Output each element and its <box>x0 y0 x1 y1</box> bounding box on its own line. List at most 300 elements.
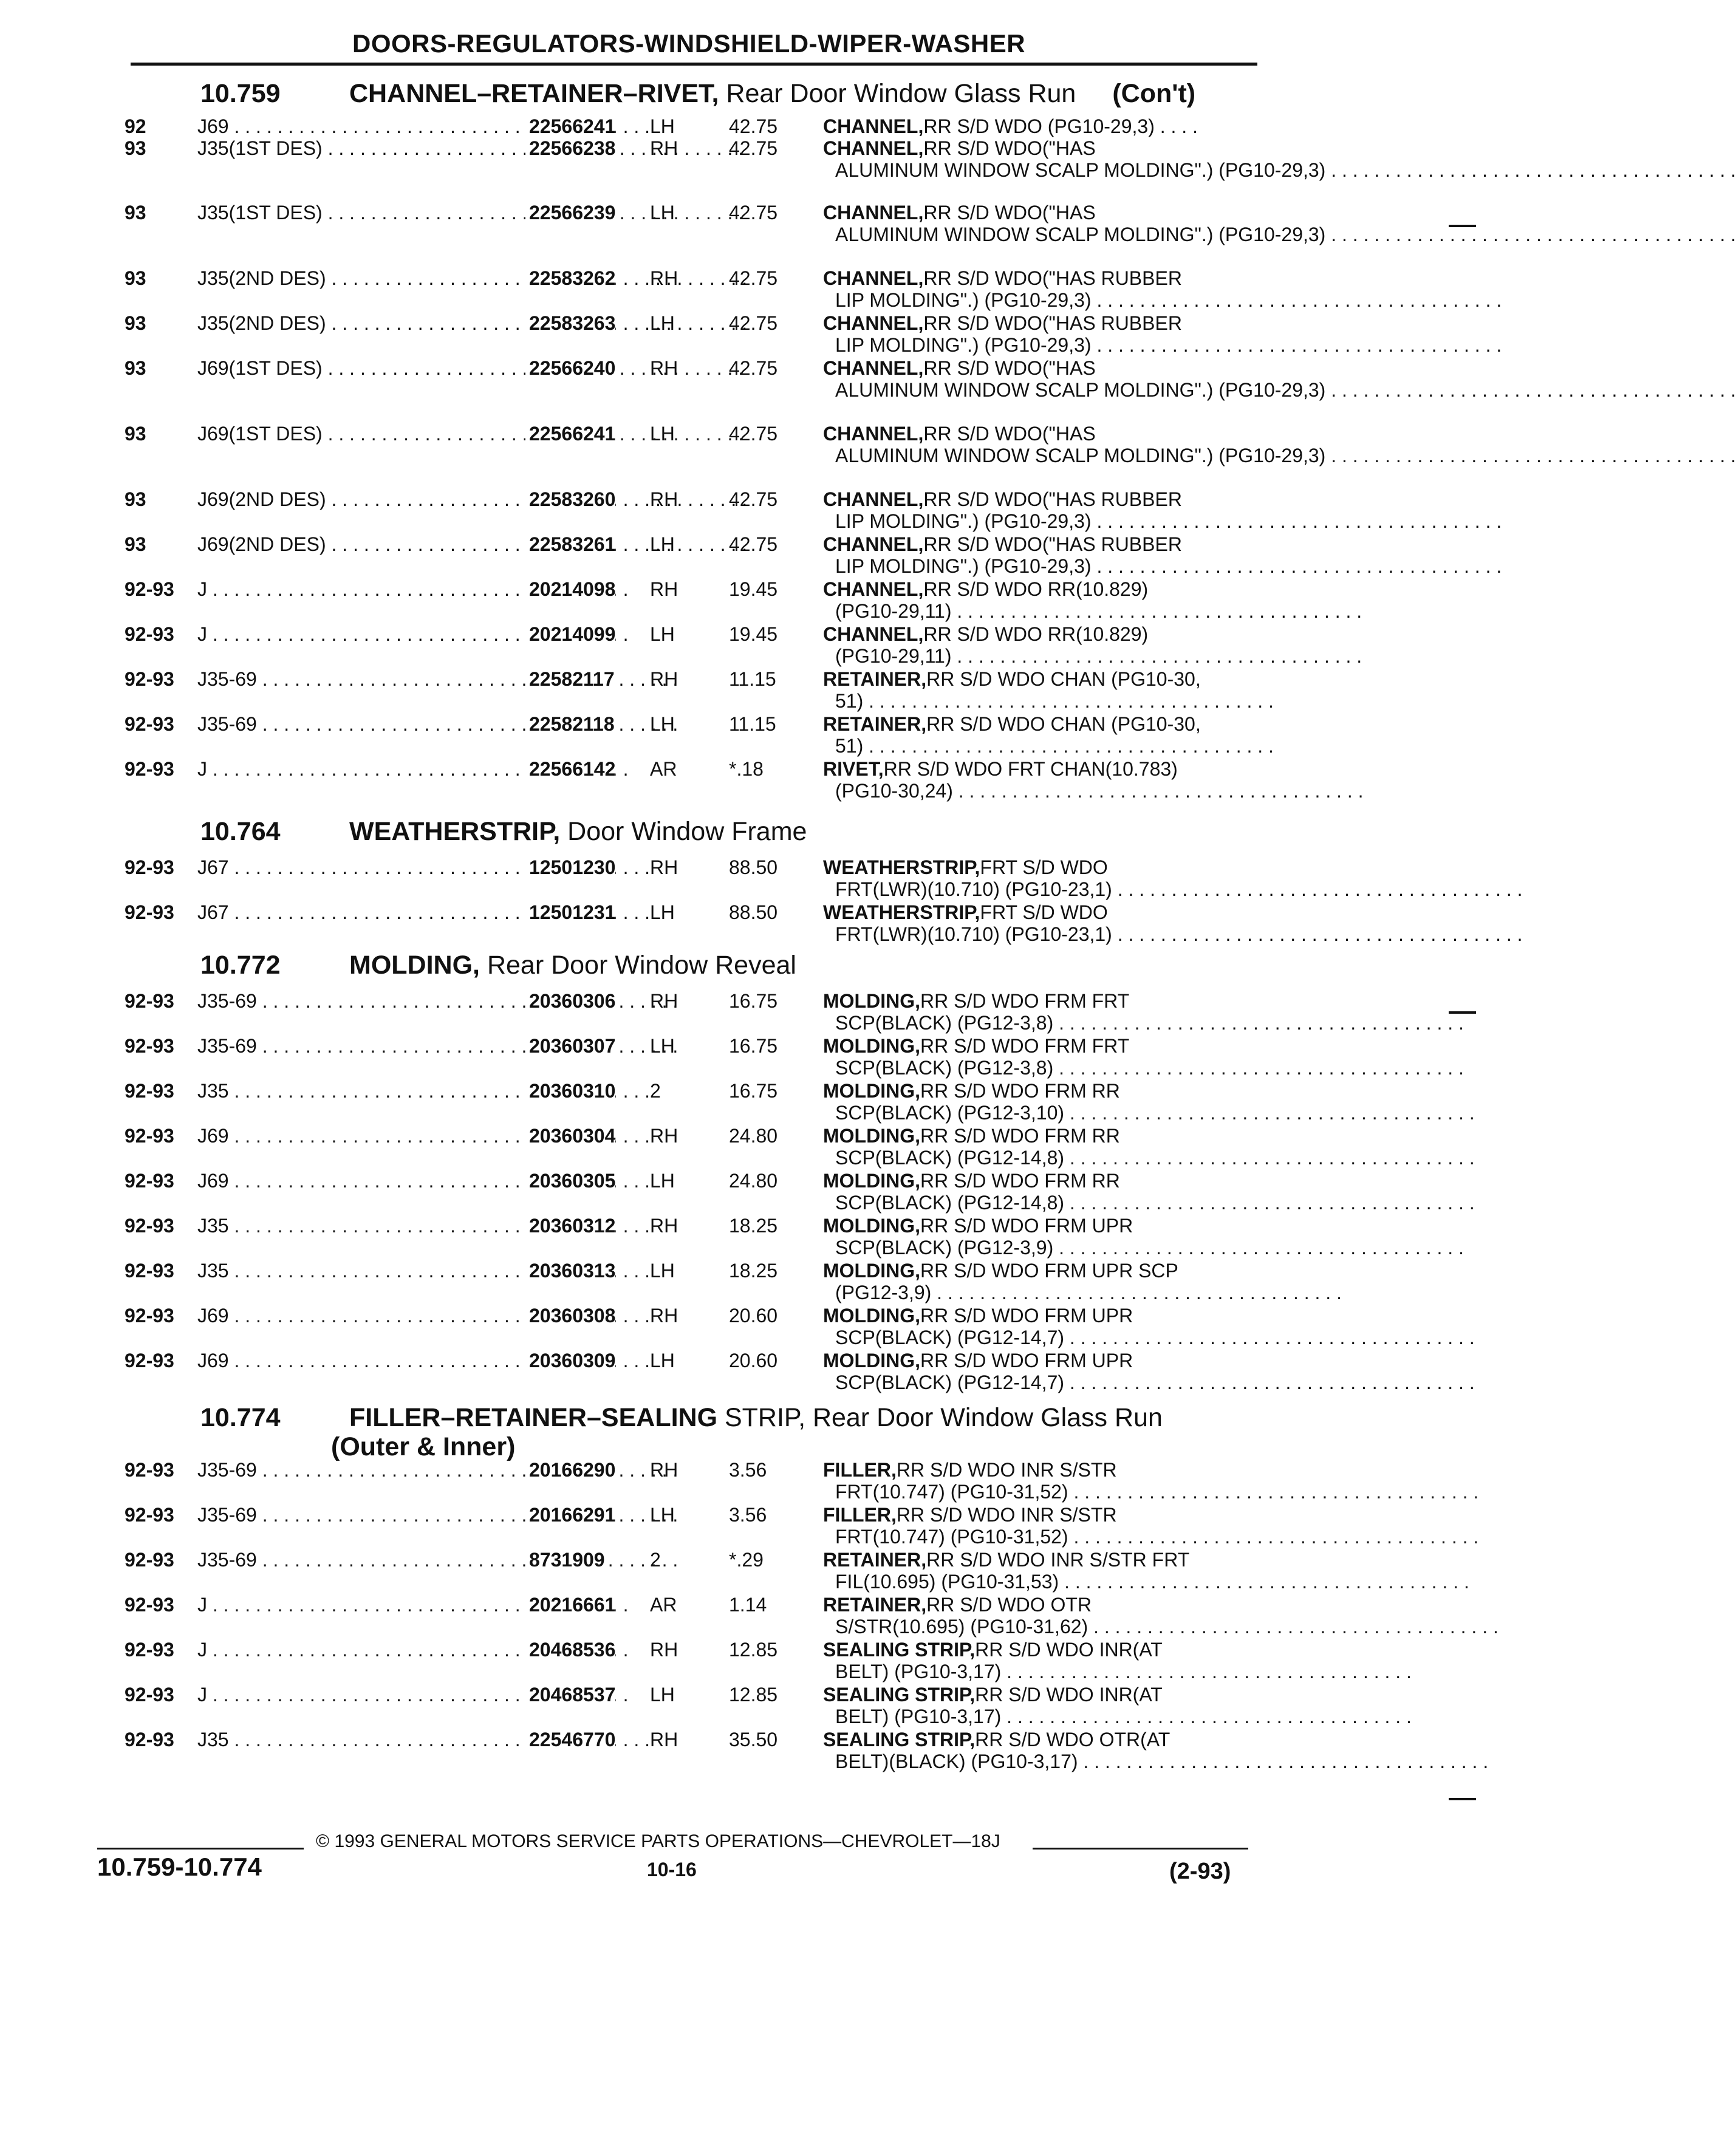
part-row <box>0 1035 1536 1078</box>
model-year: 92-93 <box>125 1639 174 1661</box>
quantity: LH <box>650 423 675 445</box>
part-number: 20360310 <box>525 1080 615 1102</box>
description-name: SEALING STRIP, <box>823 1729 976 1750</box>
description-name: CHANNEL, <box>823 267 924 289</box>
description-line2: FRT(LWR)(10.710) (PG10-23,1) . . . <box>835 878 1254 900</box>
description-name: SEALING STRIP, <box>823 1639 976 1661</box>
description-line1 <box>823 758 1178 780</box>
description-name: RIVET, <box>823 758 884 780</box>
part-row <box>0 312 1536 355</box>
description-name: RETAINER, <box>823 668 927 690</box>
description-detail: RR S/D WDO("HAS <box>923 357 1096 379</box>
price: 35.50 <box>729 1729 778 1750</box>
part-number: 22566240 <box>525 357 615 379</box>
price: 16.75 <box>729 1080 778 1102</box>
description-line2: SCP(BLACK) (PG12-14,7) . . . <box>835 1327 1254 1348</box>
description-name: RETAINER, <box>823 1549 927 1571</box>
model-code: J35-69 . . . <box>197 713 522 735</box>
description-detail: RR S/D WDO("HAS <box>923 202 1096 224</box>
description-detail: RR S/D WDO CHAN (PG10-30, <box>926 668 1201 690</box>
model-code: J35-69 . . . <box>197 1549 522 1571</box>
part-number: 20360308 <box>525 1305 615 1327</box>
part-number: 22582117 <box>525 668 615 690</box>
description-name: MOLDING, <box>823 990 920 1012</box>
quantity: LH <box>650 312 675 334</box>
part-row <box>0 357 1536 400</box>
price: 3.56 <box>729 1459 767 1481</box>
description-line2: (PG10-30,24) . . . <box>835 780 1254 802</box>
part-number: 22566241 <box>525 115 615 137</box>
section-title-rest: Rear Door Window Reveal <box>487 951 796 980</box>
model-code: J69 . . . <box>197 1350 522 1371</box>
model-code: J . . . <box>197 623 522 645</box>
model-year: 93 <box>125 202 146 224</box>
quantity: RH <box>650 137 678 159</box>
model-year: 92 <box>125 115 146 137</box>
quantity: LH <box>650 901 675 923</box>
model-code: J69(1ST DES) . . . <box>197 423 522 445</box>
model-code: J69 . . . <box>197 1125 522 1147</box>
description-line1 <box>823 115 1198 137</box>
part-row <box>0 1125 1536 1167</box>
description-line2: SCP(BLACK) (PG12-14,7) . . . <box>835 1371 1254 1393</box>
part-number: 20360306 <box>525 990 615 1012</box>
model-code: J69(2ND DES) . . . <box>197 488 522 510</box>
part-row <box>0 423 1536 465</box>
description-line1 <box>823 1729 1170 1750</box>
section-title-line2: (Outer & Inner) <box>331 1432 516 1461</box>
description-name: CHANNEL, <box>823 357 924 379</box>
description-line1 <box>823 1684 1163 1706</box>
price: 1.14 <box>729 1594 767 1616</box>
description-detail: RR S/D WDO FRM UPR <box>920 1215 1133 1237</box>
price: 20.60 <box>729 1350 778 1371</box>
part-row <box>0 990 1536 1033</box>
description-detail: RR S/D WDO RR(10.829) <box>923 578 1149 600</box>
description-line1 <box>823 1594 1092 1616</box>
quantity: LH <box>650 623 675 645</box>
model-year: 92-93 <box>125 578 174 600</box>
quantity: AR <box>650 758 677 780</box>
edge-mark <box>1449 225 1476 227</box>
description-line1 <box>823 202 1096 224</box>
description-detail: RR S/D WDO INR S/STR FRT <box>926 1549 1190 1571</box>
part-number: 20214098 <box>525 578 615 600</box>
part-row <box>0 901 1536 944</box>
description-line2: 51) . . . <box>835 735 1254 757</box>
description-name: MOLDING, <box>823 1305 920 1327</box>
section-title-bold: CHANNEL–RETAINER–RIVET, <box>349 79 719 108</box>
quantity: 2 <box>650 1549 661 1571</box>
description-name: RETAINER, <box>823 1594 927 1616</box>
description-name: SEALING STRIP, <box>823 1684 976 1706</box>
description-name: CHANNEL, <box>823 578 924 600</box>
description-line2: ALUMINUM WINDOW SCALP MOLDING".) (PG10-29,3) . . . <box>835 224 1254 245</box>
price: *.29 <box>729 1549 764 1571</box>
price: 11.15 <box>729 668 776 690</box>
description-detail: RR S/D WDO("HAS RUBBER <box>923 488 1182 510</box>
description-line2: LIP MOLDING".) (PG10-29,3) . . . <box>835 289 1254 311</box>
part-row <box>0 578 1536 621</box>
part-number: 20360312 <box>525 1215 615 1237</box>
description-name: CHANNEL, <box>823 623 924 645</box>
description-detail: RR S/D WDO FRM RR <box>920 1125 1120 1147</box>
quantity: LH <box>650 202 675 224</box>
part-number: 20468537 <box>525 1684 615 1706</box>
model-year: 92-93 <box>125 1504 174 1526</box>
quantity: RH <box>650 267 678 289</box>
description-line1 <box>823 423 1096 445</box>
description-detail: RR S/D WDO("HAS <box>923 423 1096 445</box>
description-detail: RR S/D WDO OTR(AT <box>975 1729 1170 1750</box>
model-year: 92-93 <box>125 1215 174 1237</box>
footer-date: (2-93) <box>1169 1859 1231 1884</box>
footer-rule-left <box>97 1848 304 1849</box>
part-number: 20360307 <box>525 1035 615 1057</box>
quantity: LH <box>650 1170 675 1192</box>
part-row <box>0 533 1536 576</box>
description-line2: ALUMINUM WINDOW SCALP MOLDING".) (PG10-29,3) . . . <box>835 445 1254 466</box>
description-line2: SCP(BLACK) (PG12-14,8) . . . <box>835 1192 1254 1214</box>
model-code: J67 . . . <box>197 856 522 878</box>
description-name: CHANNEL, <box>823 488 924 510</box>
price: 88.50 <box>729 901 778 923</box>
description-line2: SCP(BLACK) (PG12-3,9) . . . <box>835 1237 1254 1259</box>
model-code: J35 . . . <box>197 1080 522 1102</box>
model-code: J35(2ND DES) . . . <box>197 312 522 334</box>
description-line1 <box>823 1170 1120 1192</box>
model-code: J35-69 . . . <box>197 990 522 1012</box>
quantity: LH <box>650 533 675 555</box>
description-line2: LIP MOLDING".) (PG10-29,3) . . . <box>835 334 1254 356</box>
section-title-bold: FILLER–RETAINER–SEALING <box>349 1403 718 1432</box>
part-row <box>0 488 1536 531</box>
description-detail: RR S/D WDO CHAN (PG10-30, <box>926 713 1201 735</box>
quantity: RH <box>650 1215 678 1237</box>
part-row <box>0 856 1536 899</box>
description-line2: FRT(10.747) (PG10-31,52) . . . <box>835 1481 1254 1503</box>
part-number: 20468536 <box>525 1639 615 1661</box>
model-code: J . . . <box>197 1594 522 1616</box>
part-number: 22583263 <box>525 312 615 334</box>
quantity: RH <box>650 1305 678 1327</box>
model-code: J67 . . . <box>197 901 522 923</box>
description-line1 <box>823 1215 1133 1237</box>
quantity: LH <box>650 1035 675 1057</box>
quantity: RH <box>650 488 678 510</box>
part-number: 20360305 <box>525 1170 615 1192</box>
part-number: 22566241 <box>525 423 615 445</box>
quantity: RH <box>650 1729 678 1750</box>
description-detail: RR S/D WDO INR S/STR <box>896 1459 1117 1481</box>
description-line1 <box>823 1639 1163 1661</box>
model-year: 92-93 <box>125 901 174 923</box>
price: 42.75 <box>729 202 778 224</box>
price: 18.25 <box>729 1260 778 1282</box>
description-line1 <box>823 357 1096 379</box>
section-number: 10.774 <box>200 1403 281 1432</box>
description-name: MOLDING, <box>823 1350 920 1371</box>
section-title-rest: Rear Door Window Glass Run <box>726 79 1076 108</box>
part-number: 20216661 <box>525 1594 615 1616</box>
model-code: J . . . <box>197 758 522 780</box>
part-row <box>0 1170 1536 1212</box>
price: 11.15 <box>729 713 776 735</box>
price: 42.75 <box>729 137 778 159</box>
model-code: J69(2ND DES) . . . <box>197 533 522 555</box>
part-row <box>0 1350 1536 1392</box>
model-code: J35-69 . . . <box>197 1459 522 1481</box>
description-line1 <box>823 1260 1178 1282</box>
footer-section-range: 10.759-10.774 <box>97 1853 262 1881</box>
price: 3.56 <box>729 1504 767 1526</box>
description-line2: S/STR(10.695) (PG10-31,62) . . . <box>835 1616 1254 1638</box>
description-line1 <box>823 1459 1117 1481</box>
description-detail: RR S/D WDO FRM RR <box>920 1080 1120 1102</box>
description-line1 <box>823 1125 1120 1147</box>
model-year: 92-93 <box>125 1260 174 1282</box>
description-name: RETAINER, <box>823 713 927 735</box>
description-detail: RR S/D WDO FRM FRT <box>920 990 1130 1012</box>
part-number: 20214099 <box>525 623 615 645</box>
model-year: 93 <box>125 423 146 445</box>
quantity: LH <box>650 115 675 137</box>
description-line2: SCP(BLACK) (PG12-3,8) . . . <box>835 1012 1254 1034</box>
price: 42.75 <box>729 267 778 289</box>
model-code: J . . . <box>197 1639 522 1661</box>
part-number: 22583261 <box>525 533 615 555</box>
description-line1 <box>823 488 1182 510</box>
quantity: LH <box>650 1260 675 1282</box>
description-line1 <box>823 578 1149 600</box>
price: 42.75 <box>729 357 778 379</box>
description-detail: RR S/D WDO OTR <box>926 1594 1092 1616</box>
section-title-bold: WEATHERSTRIP, <box>349 817 561 846</box>
model-year: 93 <box>125 533 146 555</box>
description-detail: RR S/D WDO INR(AT <box>975 1639 1163 1661</box>
model-code: J69 . . . <box>197 115 522 137</box>
quantity: RH <box>650 990 678 1012</box>
description-line1 <box>823 668 1201 690</box>
model-code: J35-69 . . . <box>197 1035 522 1057</box>
part-row <box>0 137 1536 180</box>
quantity: RH <box>650 357 678 379</box>
part-row <box>0 1639 1536 1681</box>
description-detail: FRT S/D WDO <box>980 901 1108 923</box>
description-line2: LIP MOLDING".) (PG10-29,3) . . . <box>835 555 1254 577</box>
model-year: 92-93 <box>125 990 174 1012</box>
model-year: 92-93 <box>125 1459 174 1481</box>
price: 24.80 <box>729 1125 778 1147</box>
description-name: FILLER, <box>823 1504 897 1526</box>
part-number: 12501231 <box>525 901 615 923</box>
part-row <box>0 1215 1536 1257</box>
price: 24.80 <box>729 1170 778 1192</box>
part-number: 20166290 <box>525 1459 615 1481</box>
model-code: J69 . . . <box>197 1305 522 1327</box>
model-year: 92-93 <box>125 1350 174 1371</box>
price: 88.50 <box>729 856 778 878</box>
description-detail: RR S/D WDO FRM UPR <box>920 1350 1133 1371</box>
part-number: 20360304 <box>525 1125 615 1147</box>
part-number: 22582118 <box>525 713 615 735</box>
model-code: J69 . . . <box>197 1170 522 1192</box>
price: 42.75 <box>729 423 778 445</box>
part-number: 22566239 <box>525 202 615 224</box>
description-line2: BELT) (PG10-3,17) . . . <box>835 1706 1254 1727</box>
description-line2: SCP(BLACK) (PG12-14,8) . . . <box>835 1147 1254 1169</box>
description-name: MOLDING, <box>823 1035 920 1057</box>
model-code: J35-69 . . . <box>197 1504 522 1526</box>
model-code: J35(1ST DES) . . . <box>197 202 522 224</box>
price: 42.75 <box>729 115 778 137</box>
description-line2: BELT) (PG10-3,17) . . . <box>835 1661 1254 1682</box>
description-line1 <box>823 1080 1120 1102</box>
section-title-rest: STRIP, Rear Door Window Glass Run <box>724 1403 1163 1432</box>
description-line1 <box>823 1504 1117 1526</box>
part-number: 22583260 <box>525 488 615 510</box>
price: 19.45 <box>729 623 778 645</box>
part-number: 20166291 <box>525 1504 615 1526</box>
quantity: 2 <box>650 1080 661 1102</box>
model-year: 92-93 <box>125 1594 174 1616</box>
description-name: MOLDING, <box>823 1170 920 1192</box>
model-year: 92-93 <box>125 1729 174 1750</box>
part-row <box>0 267 1536 310</box>
part-number: 22566142 <box>525 758 615 780</box>
description-detail: RR S/D WDO INR(AT <box>975 1684 1163 1706</box>
model-year: 92-93 <box>125 1035 174 1057</box>
description-line1 <box>823 312 1182 334</box>
description-line2: FRT(LWR)(10.710) (PG10-23,1) . . . <box>835 923 1254 945</box>
description-detail: RR S/D WDO FRM UPR <box>920 1305 1133 1327</box>
section-title <box>349 79 1195 109</box>
description-name: CHANNEL, <box>823 202 924 224</box>
description-line2: ALUMINUM WINDOW SCALP MOLDING".) (PG10-29,3) . . . <box>835 379 1254 401</box>
model-year: 92-93 <box>125 1549 174 1571</box>
model-year: 92-93 <box>125 1170 174 1192</box>
model-year: 92-93 <box>125 758 174 780</box>
description-detail: RR S/D WDO RR(10.829) <box>923 623 1149 645</box>
section-number: 10.759 <box>200 79 281 108</box>
model-year: 93 <box>125 357 146 379</box>
footer-copyright: © 1993 GENERAL MOTORS SERVICE PARTS OPERATIONS—CHEVROLET—18J <box>316 1831 1000 1851</box>
quantity: RH <box>650 668 678 690</box>
price: 42.75 <box>729 533 778 555</box>
part-number: 22566238 <box>525 137 615 159</box>
description-name: CHANNEL, <box>823 312 924 334</box>
part-number: 8731909 <box>525 1549 605 1571</box>
description-detail: RR S/D WDO("HAS RUBBER <box>923 312 1182 334</box>
part-row <box>0 1729 1536 1771</box>
description-line1 <box>823 533 1182 555</box>
description-name: MOLDING, <box>823 1215 920 1237</box>
description-name: CHANNEL, <box>823 115 924 137</box>
description-line2: SCP(BLACK) (PG12-3,10) . . . <box>835 1102 1254 1124</box>
model-year: 93 <box>125 488 146 510</box>
description-line1 <box>823 623 1149 645</box>
page-header-title: DOORS-REGULATORS-WINDSHIELD-WIPER-WASHER <box>352 29 1026 58</box>
description-line2: ALUMINUM WINDOW SCALP MOLDING".) (PG10-29,3) . . . <box>835 159 1254 181</box>
model-year: 92-93 <box>125 1684 174 1706</box>
description-name: MOLDING, <box>823 1080 920 1102</box>
model-year: 92-93 <box>125 1080 174 1102</box>
description-line1 <box>823 137 1096 159</box>
quantity: AR <box>650 1594 677 1616</box>
model-year: 92-93 <box>125 856 174 878</box>
model-year: 92-93 <box>125 713 174 735</box>
description-name: FILLER, <box>823 1459 897 1481</box>
footer-rule-right <box>1033 1848 1248 1849</box>
description-line2: BELT)(BLACK) (PG10-3,17) . . . <box>835 1750 1254 1772</box>
description-line2: (PG12-3,9) . . . <box>835 1282 1254 1303</box>
footer-page-number: 10-16 <box>647 1859 697 1880</box>
description-line2: FRT(10.747) (PG10-31,52) . . . <box>835 1526 1254 1548</box>
price: 42.75 <box>729 312 778 334</box>
description-detail: RR S/D WDO("HAS <box>923 137 1096 159</box>
description-line1 <box>823 1305 1133 1327</box>
part-row <box>0 1594 1536 1636</box>
description-line1 <box>823 901 1108 923</box>
description-line1 <box>823 267 1182 289</box>
model-code: J69(1ST DES) . . . <box>197 357 522 379</box>
description-line1 <box>823 856 1108 878</box>
model-year: 92-93 <box>125 1305 174 1327</box>
section-continued: (Con't) <box>1112 79 1196 108</box>
part-number: 20360313 <box>525 1260 615 1282</box>
part-row <box>0 668 1536 711</box>
price: 16.75 <box>729 1035 778 1057</box>
part-row <box>0 202 1536 244</box>
edge-mark <box>1449 1798 1476 1800</box>
description-detail: RR S/D WDO (PG10-29,3) . . . . <box>923 115 1198 137</box>
part-row <box>0 758 1536 801</box>
part-number: 12501230 <box>525 856 615 878</box>
quantity: RH <box>650 1125 678 1147</box>
part-row <box>0 1260 1536 1302</box>
description-detail: FRT S/D WDO <box>980 856 1108 878</box>
section-title-rest: Door Window Frame <box>567 817 807 846</box>
description-line2: (PG10-29,11) . . . <box>835 600 1254 622</box>
description-line1 <box>823 1350 1133 1371</box>
quantity: LH <box>650 1684 675 1706</box>
model-code: J35 . . . <box>197 1215 522 1237</box>
price: *.18 <box>729 758 764 780</box>
edge-mark <box>1449 1011 1476 1014</box>
model-code: J35-69 . . . <box>197 668 522 690</box>
part-row <box>0 623 1536 666</box>
price: 12.85 <box>729 1684 778 1706</box>
quantity: RH <box>650 578 678 600</box>
model-year: 93 <box>125 137 146 159</box>
model-code: J35 . . . <box>197 1260 522 1282</box>
description-name: MOLDING, <box>823 1260 920 1282</box>
model-code: J . . . <box>197 578 522 600</box>
description-detail: RR S/D WDO FRM UPR SCP <box>920 1260 1178 1282</box>
model-code: J35(1ST DES) . . . <box>197 137 522 159</box>
section-title-bold: MOLDING, <box>349 951 480 980</box>
description-detail: RR S/D WDO("HAS RUBBER <box>923 267 1182 289</box>
description-line2: FIL(10.695) (PG10-31,53) . . . <box>835 1571 1254 1593</box>
description-detail: RR S/D WDO INR S/STR <box>896 1504 1117 1526</box>
part-number: 22546770 <box>525 1729 615 1750</box>
price: 42.75 <box>729 488 778 510</box>
price: 12.85 <box>729 1639 778 1661</box>
description-line1 <box>823 1549 1190 1571</box>
price: 19.45 <box>729 578 778 600</box>
part-row <box>0 1459 1536 1501</box>
section-title <box>349 951 796 980</box>
